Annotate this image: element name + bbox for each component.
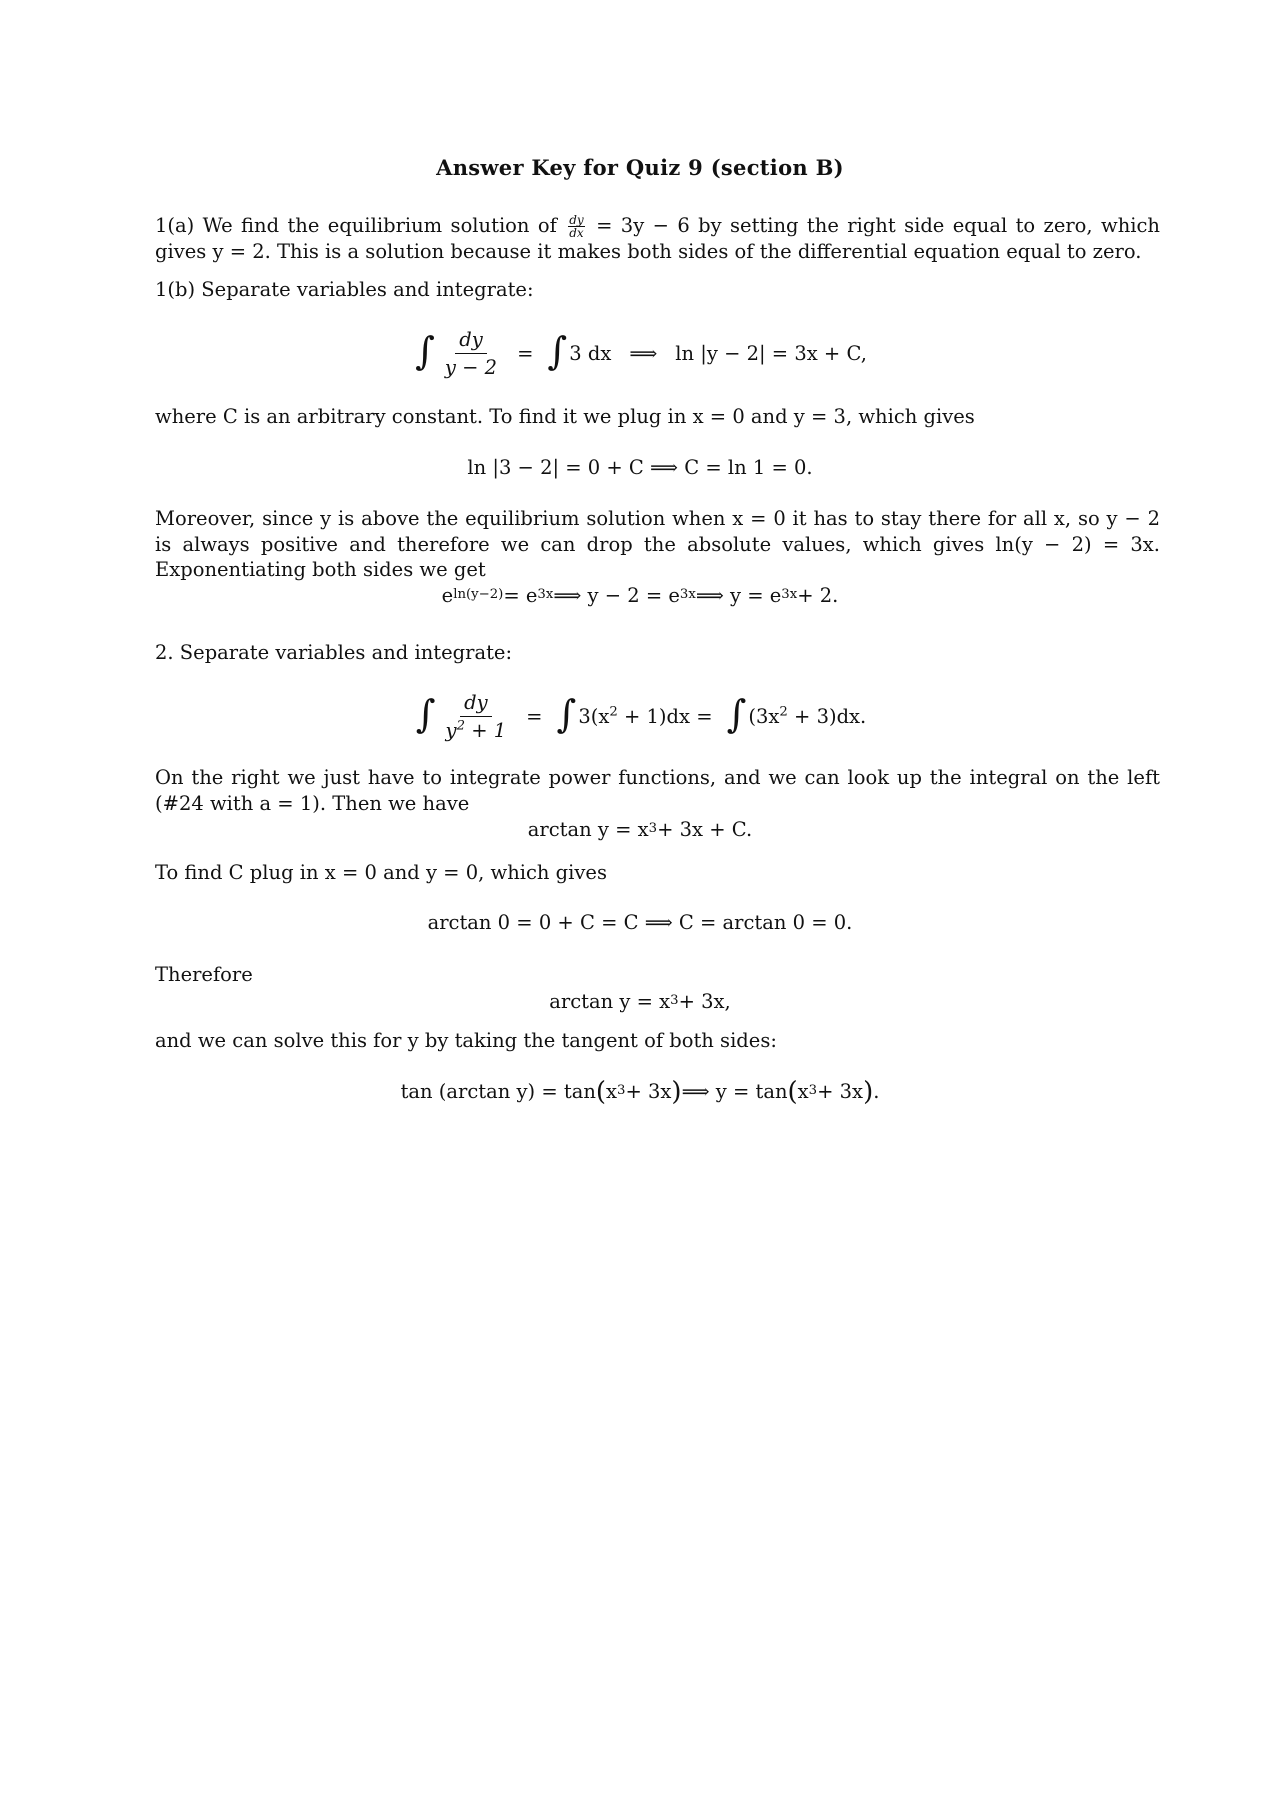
- implies-arrow: ⟹: [629, 341, 658, 365]
- paragraph-find-c: To find C plug in x = 0 and y = 0, which gives: [155, 861, 607, 884]
- fraction-dy-over-y2-plus-1: [442, 691, 511, 742]
- equation-4: [0, 690, 1280, 742]
- fraction-numerator: dy: [569, 213, 584, 227]
- paragraph-moreover: Moreover, since y is above the equilibrium solution when x = 0 it has to stay there for all x, so y − 2 is always positive and therefore we can drop the absolute values, which gives ln(y − 2) = 3x. Exponentiating both sides we get: [155, 507, 1160, 581]
- eq3-middle-2: ⟹ y − 2 = e: [553, 583, 680, 607]
- paragraph-therefore: Therefore: [155, 963, 253, 986]
- integral-2-body: $3(x^2 + 1)dx$ =: [578, 704, 713, 728]
- text-1a-end: = 3y − 6 by setting the right side equal to zero, which gives y = 2. This is a solution because it makes both sides of the differential equation equal to zero.: [155, 214, 1160, 263]
- paragraph-where: where C is an arbitrary constant. To find it we plug in x = 0 and y = 3, which gives: [155, 405, 975, 428]
- eq3-middle-1: = e: [503, 583, 538, 607]
- paragraph-2: 2. Separate variables and integrate:: [155, 641, 513, 664]
- fraction-numerator: dy: [460, 691, 492, 717]
- integral-sign: ∫: [547, 329, 568, 373]
- equation-7: arctan y = x 3 + 3x,: [549, 989, 731, 1013]
- eq3-middle-3: ⟹ y = e: [695, 583, 782, 607]
- equation-1: [0, 328, 1280, 378]
- inline-fraction-dydx: [568, 214, 584, 239]
- equals-sign: =: [517, 341, 534, 365]
- fraction-numerator: dy: [455, 328, 487, 354]
- integral-sign: ∫: [556, 692, 577, 736]
- integral-sign: ∫: [726, 692, 747, 736]
- equation-5: arctan y = x 3 + 3x + C.: [527, 817, 753, 841]
- integrand: 3 dx: [569, 341, 612, 365]
- text-1a-start: 1(a) We find the equilibrium solution of: [155, 214, 566, 237]
- equation-1-result: ln |y − 2| = 3x + C,: [675, 341, 867, 365]
- eq3-base: e: [441, 583, 454, 607]
- equation-6: arctan 0 = 0 + C = C ⟹ C = arctan 0 = 0.: [427, 910, 853, 934]
- paragraph-1a: [155, 213, 1160, 265]
- fraction-denominator: y − 2: [444, 355, 498, 379]
- equals-sign: =: [526, 704, 543, 728]
- page-title: Answer Key for Quiz 9 (section B): [436, 155, 844, 180]
- equation-2: ln |3 − 2| = 0 + C ⟹ C = ln 1 = 0.: [467, 455, 813, 479]
- integral-sign: ∫: [415, 692, 436, 736]
- integral-sign: ∫: [415, 329, 435, 373]
- fraction-denominator: dx: [569, 226, 584, 240]
- paragraph-1b: 1(b) Separate variables and integrate:: [155, 278, 534, 301]
- equation-8: tan (arctan y) = tan ( x 3 + 3x ) ⟹ y = tan ( x 3 + 3x ) .: [400, 1077, 880, 1107]
- integral-3-body: $(3x^2 + 3)dx$.: [748, 704, 867, 728]
- paragraph-solve: and we can solve this for y by taking the tangent of both sides:: [155, 1029, 777, 1052]
- fraction-dy-over-y-minus-2: [441, 328, 501, 379]
- eq3-end: + 2.: [797, 583, 839, 607]
- equation-3: e ln(y−2) = e 3x ⟹ y − 2 = e 3x ⟹ y = e 3x + 2.: [441, 583, 839, 607]
- fraction-denominator: $y^2 + 1$: [445, 718, 507, 742]
- paragraph-right: On the right we just have to integrate power functions, and we can look up the integral on the left (#24 with a = 1). Then we have: [155, 766, 1160, 815]
